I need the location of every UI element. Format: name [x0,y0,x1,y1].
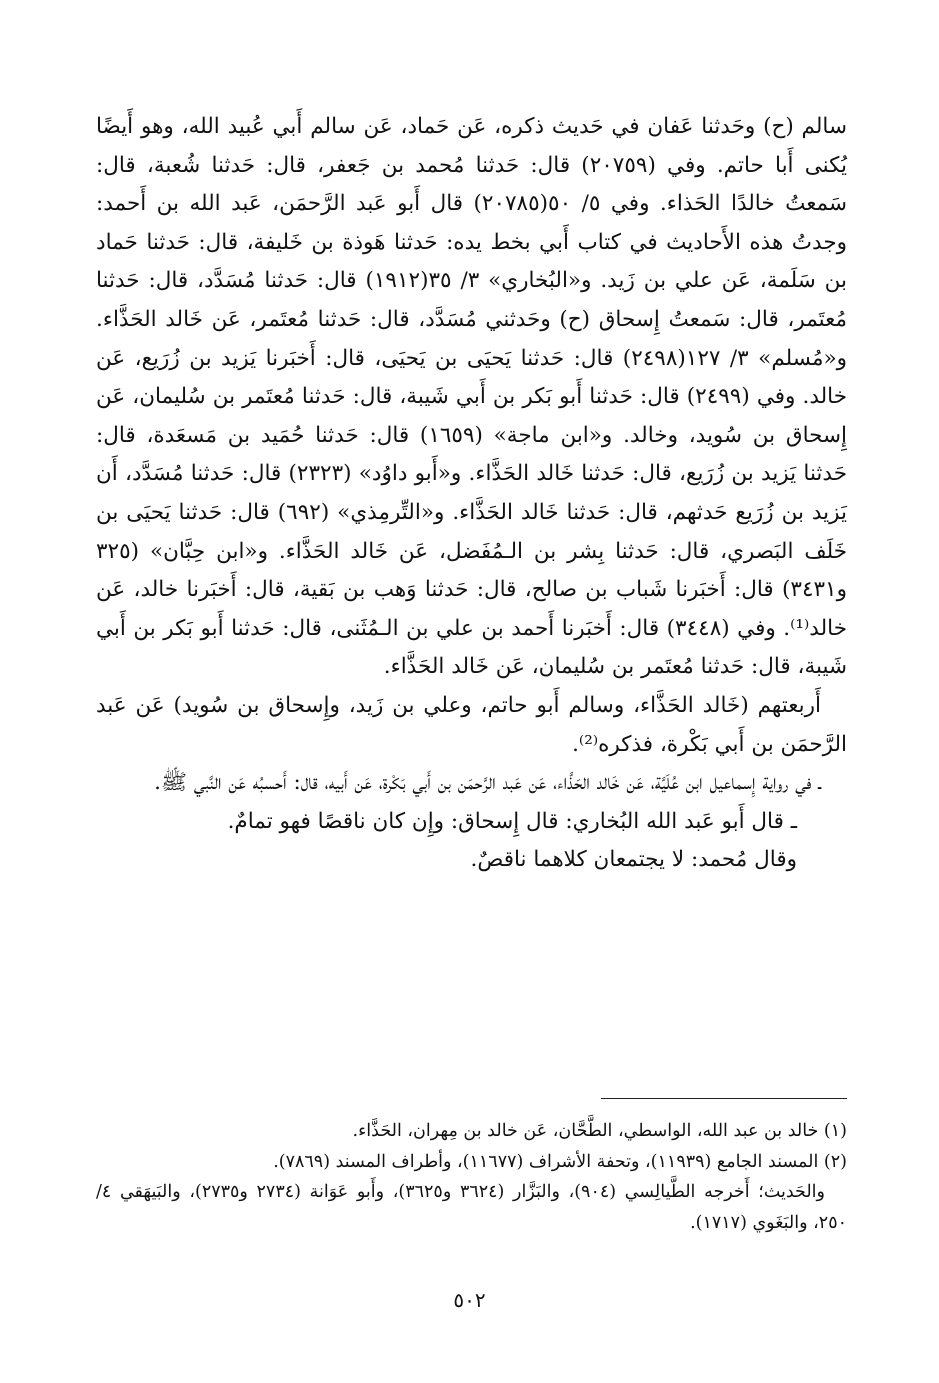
main-text [96,108,847,880]
paragraph-note-muhammad: وقال مُحمد: لا يجتمعان كلاهما ناقصٌ. [470,847,797,873]
paragraph-summary: أَربعتهم (خَالد الحَذَّاء، وسالم أَبو حاتم، وعلي بن زَيد، وإِسحاق بن سُويد) عَن عَبد الرَّحمَن بن أَبي بَكْرة، فذكره⁽²⁾. [96,692,847,757]
footnotes [96,1116,847,1238]
footnote-2-continuation: والحَديث؛ أَخرجه الطَّيالِسي (٩٠٤)، والبَزَّار (٣٦٢٤ و٣٦٢٥)، وأَبو عَوَانة (٢٧٣٤ و٢٧٣٥)، والبَيهَقي ٤/ ٢٥٠، والبَغَوي (١٧١٧). [96,1182,847,1233]
footnote-separator [601,1098,847,1099]
paragraph-note-ismail: ـ في رواية إِسماعيل ابن عُلَيَّة، عَن خَالد الحَذَّاء، عَن عَبد الرَّحمَن بن أَبي بَكْرة، عَن أَبيه، قال: أَحسبُه عَن النَّبي ﷺ. [154,770,821,796]
page-number: ٥٠٢ [453,1288,486,1312]
footnote-1: (١) خالد بن عبد الله، الواسطي، الطَّحَّان، عَن خالد بن مِهران، الحَذَّاء. [352,1121,847,1141]
paragraph-note-bukhari: ـ قال أَبو عَبد الله البُخاري: قال إِسحاق: وإِن كان ناقصًا فهو تمامٌ. [227,808,797,834]
footnote-2: (٢) المسند الجامع (١١٩٣٩)، وتحفة الأشراف (١١٦٧٧)، وأطراف المسند (٧٨٦٩). [273,1151,847,1172]
paragraph-hadith-chain: سالم (ح) وحَدثنا عَفان في حَديث ذكره، عَن حَماد، عَن سالم أَبي عُبيد الله، وهو أَيضًا يُكنى أَبا حاتم. وفي (٢٠٧٥٩) قال: حَدثنا مُحمد بن جَعفر، قال: حَدثنا شُعبة، قال: سَمعتُ خالدًا الحَذاء. وفي ٥/ ٥٠(٢٠٧٨٥) قال أَبو عَبد الرَّحمَن، عَبد الله بن أَحمد: وجدتُ هذه الأَحاديث في كتاب أَبي بخط يده: حَدثنا هَوذة بن خَليفة، قال: حَدثنا حَماد بن سَلَمة، عَن علي بن زَيد. و«البُخاري» ٣/ ٣٥(١٩١٢) قال: حَدثنا مُسَدَّد، قال: حَدثنا مُعتَمر، قال: سَمعتُ إِسحاق (ح) وحَدثني مُسَدَّد، قال: حَدثنا مُعتَمر، عَن خَالد الحَذَّاء. و«مُسلم» ٣/ ١٢٧(٢٤٩٨) قال: حَدثنا يَحيَى بن يَحيَى، قال: أَخبَرنا يَزيد بن زُرَيع، عَن خالد. وفي (٢٤٩٩) قال: حَدثنا أَبو بَكر بن أَبي شَيبة، قال: حَدثنا مُعتَمر بن سُليمان، عَن إِسحاق بن سُويد، وخالد. و«ابن ماجة» (١٦٥٩) قال: حَدثنا حُمَيد بن مَسعَدة، قال: حَدثنا يَزيد بن زُرَيع، قال: حَدثنا خَالد الحَذَّاء. و«أَبو داوُد» (٢٣٢٣) قال: حَدثنا مُسَدَّد، أَن يَزيد بن زُرَيع حَدثهم، قال: حَدثنا خَالد الحَذَّاء. و«التِّرمِذي» (٦٩٢) قال: حَدثنا يَحيَى بن خَلَف البَصري، قال: حَدثنا بِشر بن الـمُفَضل، عَن خَالد الحَذَّاء. و«ابن حِبَّان» (٣٢٥ و٣٤٣١) قال: أَخبَرنا شَباب بن صالح، قال: حَدثنا وَهب بن بَقية، قال: أَخبَرنا خالد، عَن خالد⁽¹⁾. وفي (٣٤٤٨) قال: أَخبَرنا أَحمد بن علي بن الـمُثَنى، قال: حَدثنا أَبو بَكر بن أَبي شَيبة، قال: حَدثنا مُعتَمر بن سُليمان، عَن خَالد الحَذَّاء. [96,114,848,680]
